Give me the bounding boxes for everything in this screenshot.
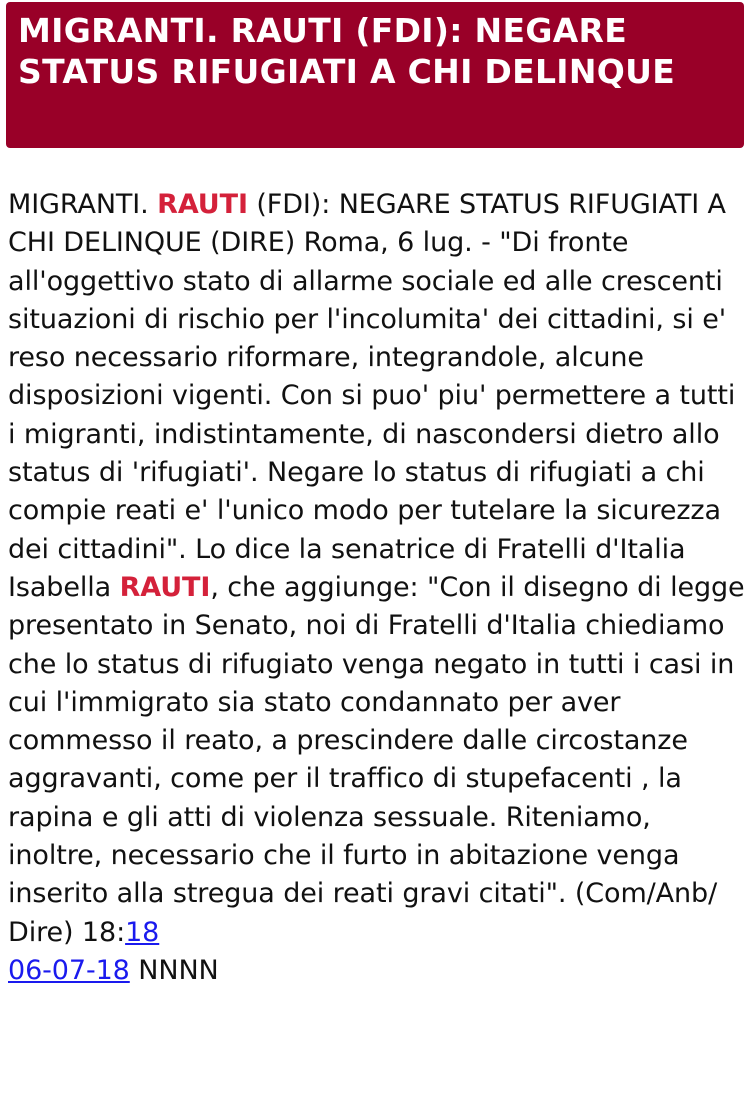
date-link[interactable]: 06-07-18	[8, 954, 130, 986]
article-main-text: (FDI): NEGARE STATUS RIFUGIATI A CHI DELINQUE (DIRE) Roma, 6 lug. - "Di fronte all'oggettivo stato di allarme sociale ed alle crescenti situazioni di rischio per l'incolumita' dei cittadini, si e' reso necessario riformare, integrandole, alcune disposizioni vigenti. Con si puo' piu' permettere a tutti i migranti, indistintamente, di nascondersi dietro allo status di 'rifugiati'. Negare lo status di rifugiati a chi compie reati e' l'unico modo per tutelare la sicurezza dei cittadini". Lo dice la senatrice di Fratelli d'Italia Isabella	[8, 189, 736, 603]
article-continued-text: , che aggiunge: "Con il disegno di legge presentato in Senato, noi di Fratelli d'Italia chiediamo che lo status di rifugiato venga negato in tutti i casi in cui l'immigrato sia stato condannato per aver commesso il reato, a prescindere dalle circostanze aggravanti, come per il traffico di stupefacenti , la rapina e gli atti di violenza sessuale. Riteniamo, inoltre, necessario che il furto in abitazione venga inserito alla stregua dei reati gravi citati". (Com/Anb/ Dire) 18:	[8, 571, 745, 948]
highlighted-name-2: RAUTI	[119, 571, 211, 603]
article-trailer: NNNN	[129, 954, 219, 986]
headline-banner	[6, 2, 744, 148]
time-link[interactable]: 18	[125, 916, 160, 948]
article-intro-text: MIGRANTI.	[8, 189, 158, 220]
headline-title: MIGRANTI. RAUTI (FDI): NEGARE STATUS RIFUGIATI A CHI DELINQUE	[18, 11, 676, 91]
article-body	[8, 186, 746, 990]
highlighted-name: RAUTI	[157, 189, 248, 220]
